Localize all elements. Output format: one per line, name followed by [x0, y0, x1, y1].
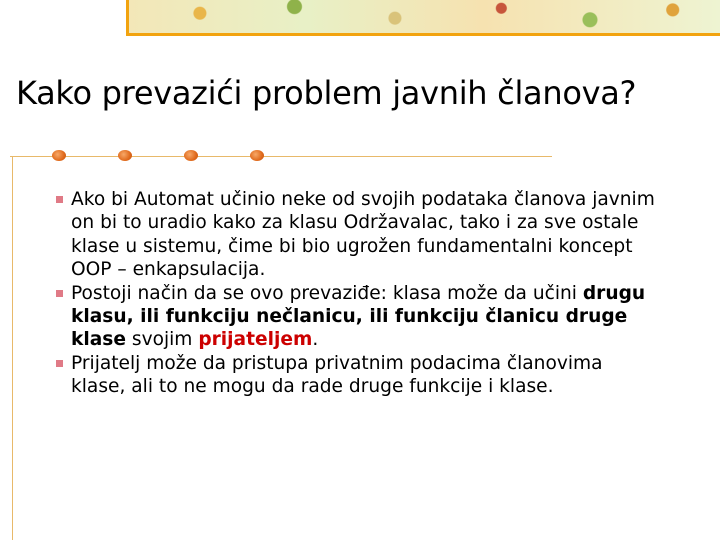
bullet-text-highlight: prijateljem [198, 329, 313, 351]
bullet-text: Prijatelj može da pristupa privatnim podacima članovima klase, ali to ne mogu da rade druge funkcije i klase. [71, 352, 603, 398]
left-border-line [12, 157, 13, 540]
square-bullet-icon [56, 360, 63, 367]
bullet-item-1 [56, 188, 656, 282]
title-divider-line [10, 156, 552, 157]
divider-dot-2 [118, 150, 132, 161]
bullet-text-after: . [312, 329, 319, 351]
divider-dot-4 [250, 150, 264, 161]
slide-title: Kako prevazići problem javnih članova? [16, 74, 637, 112]
bullet-text-middle: svojim [125, 329, 199, 351]
bullet-list [56, 188, 656, 399]
square-bullet-icon [56, 196, 63, 203]
bullet-text-bold: drugu klasu, ili funkciju nečlanicu, ili funkciju članicu druge klase [71, 282, 646, 351]
bullet-item-2 [56, 282, 656, 352]
bullet-text-before: Postoji način da se ovo prevaziđe: klasa može da učini [71, 282, 583, 304]
bullet-text: Ako bi Automat učinio neke od svojih podataka članova javnim on bi to uradio kako za klasu Održavalac, tako i za sve ostale klase u sistemu, čime bi bio ugrožen fundamentalni koncept OOP – enkapsulacija. [71, 189, 655, 281]
divider-dot-3 [184, 150, 198, 161]
bullet-item-3 [56, 352, 656, 399]
square-bullet-icon [56, 290, 63, 297]
divider-dot-1 [52, 150, 66, 161]
header-decorative-image [126, 0, 720, 36]
